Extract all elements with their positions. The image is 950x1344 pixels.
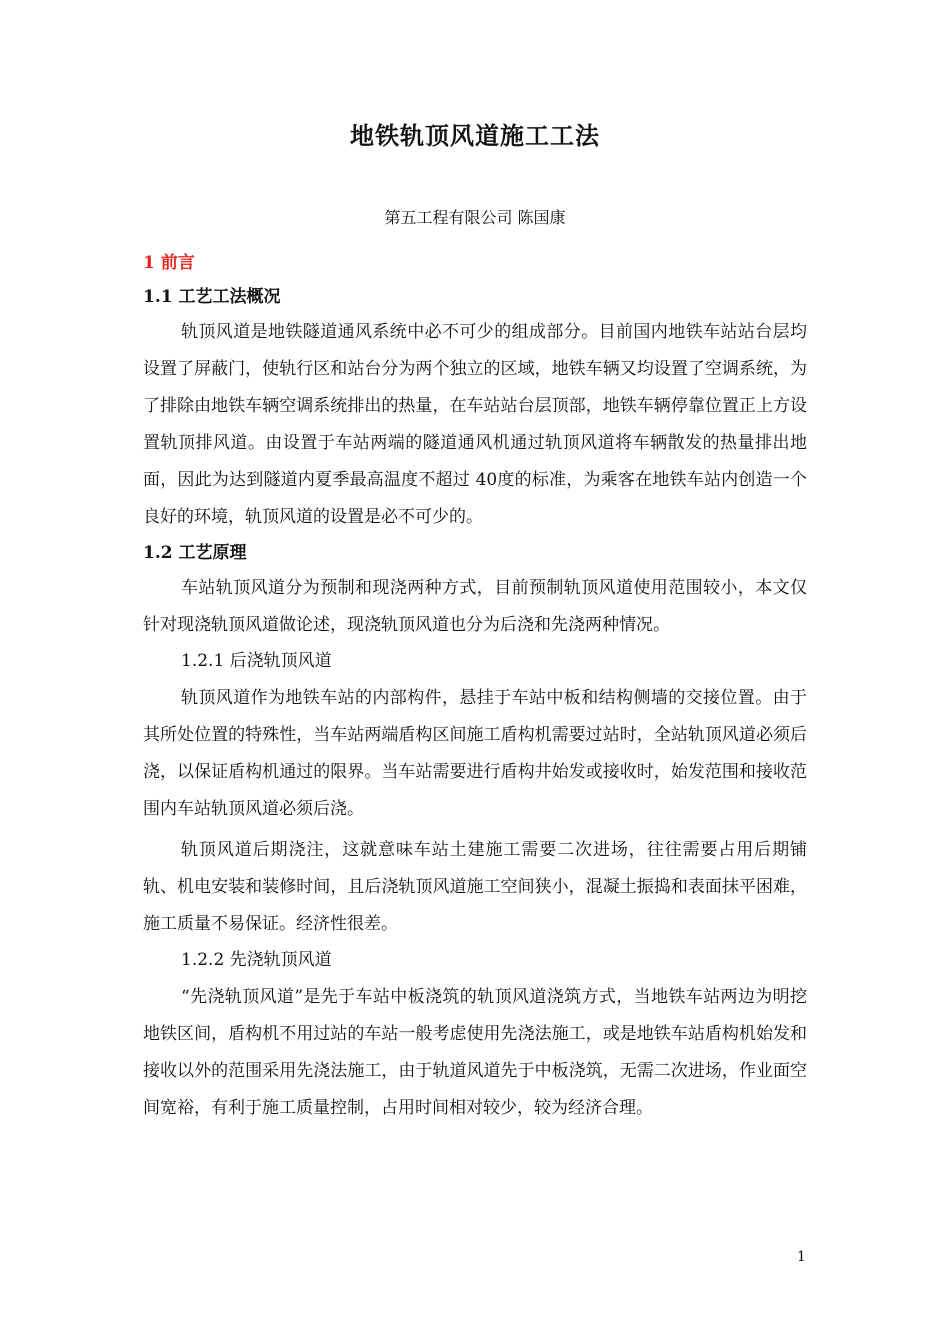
document-body [143,250,807,1131]
page-number: 1 [797,1249,806,1265]
section-heading-1-2: 1.2 工艺原理 [143,543,247,563]
document-author: 第五工程有限公司 陈国康 [384,208,566,227]
document-title: 地铁轨顶风道施工工法 [350,122,600,150]
paragraph-1-2: 车站轨顶风道分为预制和现浇两种方式，目前预制轨顶风道使用范围较小，本文仅针对现浇轨顶风道做论述，现浇轨顶风道也分为后浇和先浇两种情况。 [143,578,807,635]
section-heading-1-2-1: 1.2.1 后浇轨顶风道 [181,651,332,671]
paragraph-1-1: 轨顶风道是地铁隧道通风系统中必不可少的组成部分。目前国内地铁车站站台层均设置了屏蔽门，使轨行区和站台分为两个独立的区域，地铁车辆又均设置了空调系统，为了排除由地铁车辆空调系统排出的热量，在车站站台层顶部，地铁车辆停靠位置正上方设置轨顶排风道。由设置于车站两端的隧道通风机通过轨顶风道将车辆散发的热量排出地面，因此为达到隧道内夏季最高温度不超过 40度的标准，为乘客在地铁车站内创造一个良好的环境，轨顶风道的设置是必不可少的。 [143,322,807,527]
paragraph-1-2-2: “先浇轨顶风道”是先于车站中板浇筑的轨顶风道浇筑方式，当地铁车站两边为明挖地铁区间，盾构机不用过站的车站一般考虑使用先浇法施工，或是地铁车站盾构机始发和接收以外的范围采用先浇法施工，由于轨道风道先于中板浇筑，无需二次进场，作业面空间宽裕，有利于施工质量控制，占用时间相对较少，较为经济合理。 [143,987,807,1118]
section-heading-1-1: 1.1 工艺工法概况 [143,287,281,307]
section-heading-1-2-2: 1.2.2 先浇轨顶风道 [181,950,332,970]
paragraph-1-2-1-a: 轨顶风道作为地铁车站的内部构件，悬挂于车站中板和结构侧墙的交接位置。由于其所处位置的特殊性，当车站两端盾构区间施工盾构机需要过站时，全站轨顶风道必须后浇，以保证盾构机通过的限界。当车站需要进行盾构井始发或接收时，始发范围和接收范围内车站轨顶风道必须后浇。 [143,688,807,819]
section-heading-1: 1 前言 [143,253,195,273]
paragraph-1-2-1-b: 轨顶风道后期浇注，这就意味车站土建施工需要二次进场，往往需要占用后期铺轨、机电安装和装修时间，且后浇轨顶风道施工空间狭小，混凝土振捣和表面抹平困难，施工质量不易保证。经济性很差。 [143,840,807,934]
